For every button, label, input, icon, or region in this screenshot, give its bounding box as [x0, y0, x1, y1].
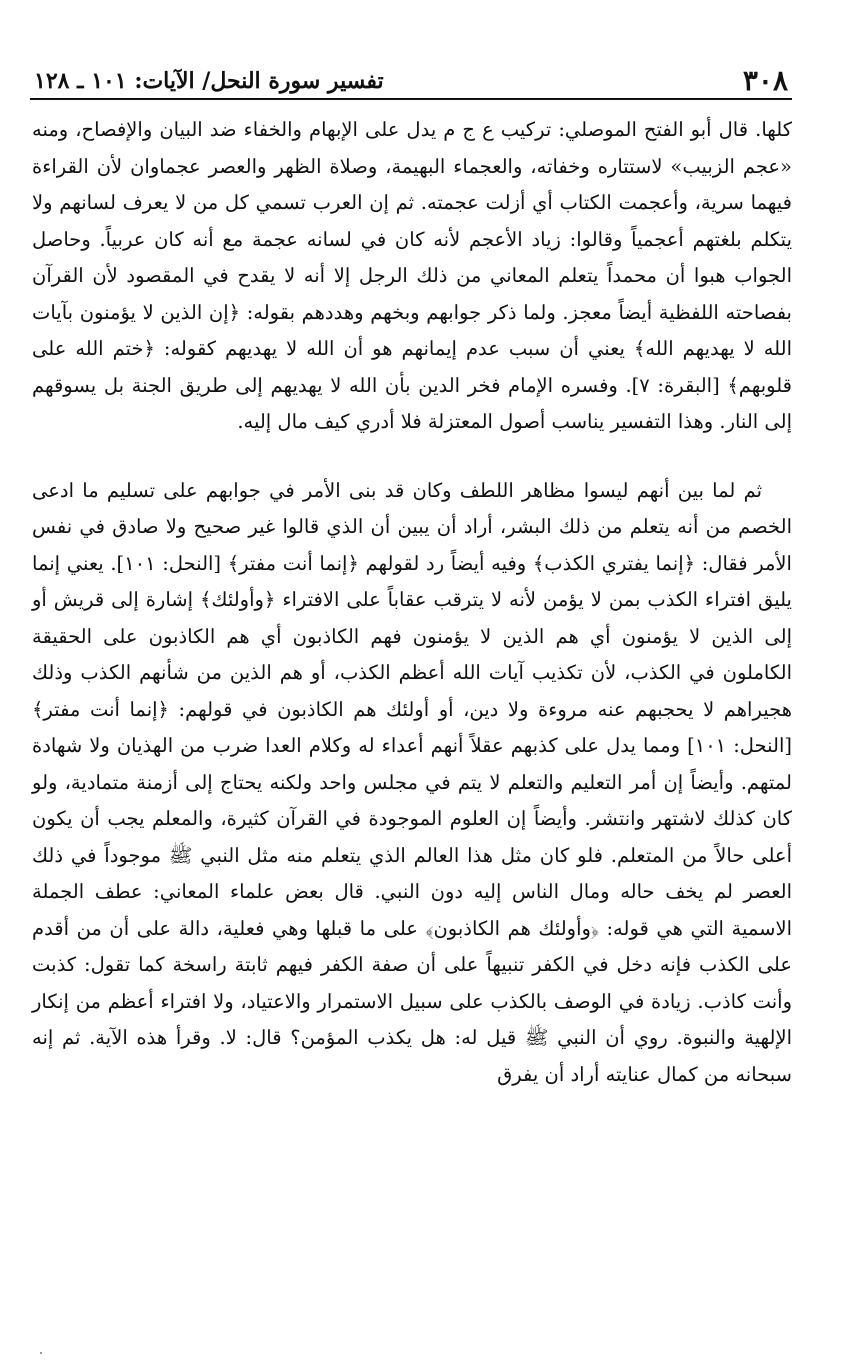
body-text	[32, 112, 792, 1093]
paragraph-1: كلها. قال أبو الفتح الموصلي: تركيب ع ج م يدل على الإبهام والخفاء ضد البيان والإفصاح، ومنه «عجم الزبيب» لاستتاره وخفاته، والعجماء البهيمة، وصلاة الظهر والعصر عجماوان لأن القراءة فيهما سرية، وأعجمت الكتاب أي أزلت عجمته. ثم إن العرب تسمي كل من لا يعرف لسانهم ولا يتكلم بلغتهم أعجمياً وقالوا: زياد الأعجم لأنه كان في لسانه عجمة مع أنه كان عربياً. وحاصل الجواب هبوا أن محمداً يتعلم المعاني من ذلك الرجل إلا أنه لا يقدح في المقصود لأن القرآن بفصاحته اللفظية أيضاً معجز. ولما ذكر جوابهم وبخهم وهددهم بقوله: ﴿إن الذين لا يؤمنون بآيات الله لا يهديهم الله﴾ يعني أن سبب عدم إيمانهم هو أن الله لا يهديهم كقوله: ﴿ختم الله على قلوبهم﴾ [البقرة: ٧]. وفسره الإمام فخر الدين بأن الله لا يهديهم إلى طريق الجنة بل يسوقهم إلى النار. وهذا التفسير يناسب أصول المعتزلة فلا أدري كيف مال إليه.	[32, 118, 792, 433]
page-number: ٣٠٨	[742, 64, 788, 97]
scan-speck	[40, 1352, 42, 1354]
page-header	[30, 64, 792, 100]
paragraph-2: ثم لما بين أنهم ليسوا مظاهر اللطف وكان قد بنى الأمر في جوابهم على تسليم ما ادعى الخصم من أنه يتعلم من ذلك البشر، أراد أن يبين أن الذي قالوا غير صحيح ولا صادق في نفس الأمر فقال: ﴿إنما يفتري الكذب﴾ وفيه أيضاً رد لقولهم ﴿إنما أنت مفتر﴾ [النحل: ١٠١]. يعني إنما يليق افتراء الكذب بمن لا يؤمن لأنه لا يترقب عقاباً على الافتراء ﴿وأولئك﴾ إشارة إلى قريش أو إلى الذين لا يؤمنون أي هم الذين لا يؤمنون فهم الكاذبون أي هم الكاذبون على الحقيقة الكاملون في الكذب، لأن تكذيب آيات الله أعظم الكذب، أو هم الذين من شأنهم الكذب وذلك هجيراهم لا يحجبهم عنه مروءة ولا دين، أو أولئك هم الكاذبون في قولهم: ﴿إنما أنت مفتر﴾ [النحل: ١٠١] ومما يدل على كذبهم عقلاً أنهم أعداء له وكلام العدا ضرب من الهذيان ولا شهادة لمتهم. وأيضاً إن أمر التعليم والتعلم لا يتم في مجلس واحد ولكنه يحتاج إلى أزمنة متمادية، ولو كان كذلك لاشتهر وانتشر. وأيضاً إن العلوم الموجودة في القرآن كثيرة، والمعلم يجب أن يكون أعلى حالاً من المتعلم. فلو كان مثل هذا العالم الذي يتعلم منه مثل النبي ﷺ موجوداً في ذلك العصر لم يخف حاله ومال الناس إليه دون النبي. قال بعض علماء المعاني: عطف الجملة الاسمية التي هي قوله: ﴿وأولئك هم الكاذبون﴾ على ما قبلها وهي فعلية، دالة على أن من أقدم على الكذب فإنه دخل في الكفر تنبيهاً على أن صفة الكفر فيهم ثابتة راسخة كما تقول: كذبت وأنت كاذب. زيادة في الوصف بالكذب على سبيل الاستمرار والاعتياد، ولا افتراء أعظم من إنكار الإلهية والنبوة. روي أن النبي ﷺ قيل له: هل يكذب المؤمن؟ قال: لا. وقرأ هذه الآية. ثم إنه سبحانه من كمال عنايته أراد أن يفرق	[32, 478, 792, 1086]
running-title: تفسير سورة النحل/ الآيات: ١٠١ ـ ١٢٨	[34, 68, 384, 94]
